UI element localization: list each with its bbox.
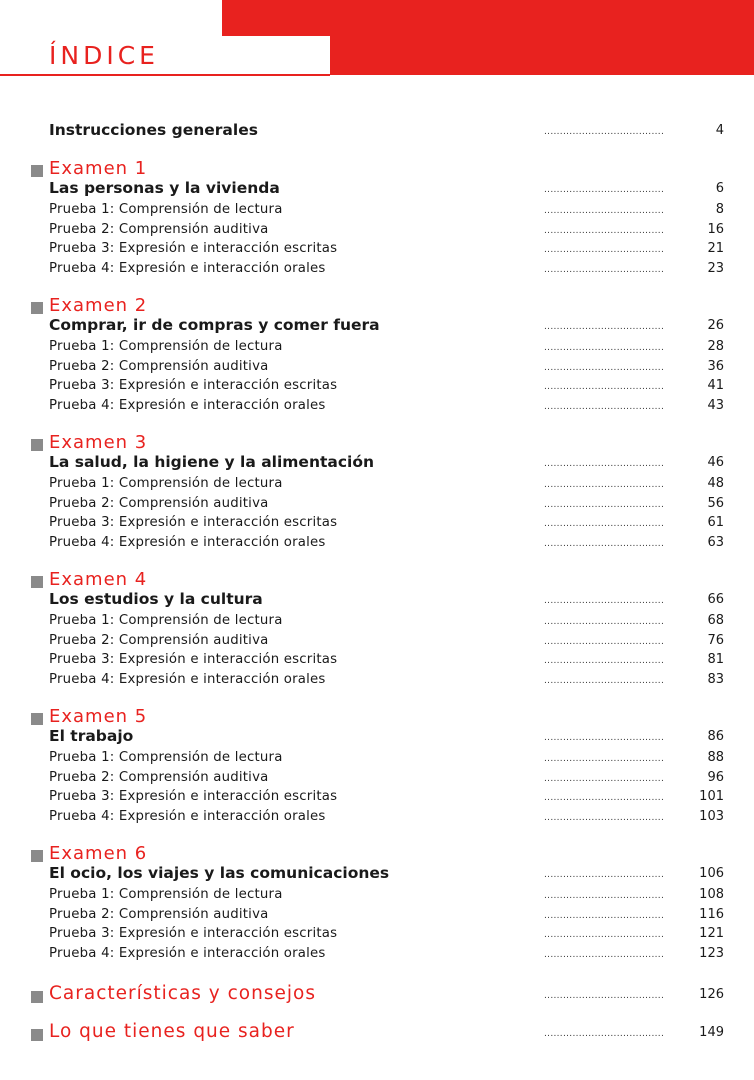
toc-entry-exam4-test2-label: Prueba 2: Comprensión auditiva (49, 632, 269, 648)
toc-entry-topic-4-page-number: 66 (707, 592, 724, 607)
dot-leader: ...................................... (544, 733, 665, 743)
toc-entry-instructions-page-number: 4 (715, 123, 724, 138)
toc-entry-topic-5-page-number: 86 (707, 729, 724, 744)
toc-entry-exam2-test4-label: Prueba 4: Expresión e interacción orales (49, 397, 326, 413)
section-1-page-number: 126 (699, 987, 724, 1002)
dot-leader: ...................................... (544, 245, 665, 256)
dot-leader: ...................................... (544, 596, 665, 606)
square-bullet-icon (31, 165, 43, 177)
toc-entry-exam6-test2-page-number: 116 (699, 906, 724, 922)
toc-entry-exam4-test2-page-number: 76 (707, 632, 724, 648)
toc-entry-exam3-test1-page-number: 48 (707, 476, 724, 491)
dot-leader: ...................................... (544, 949, 665, 960)
exam-heading-6-title: Examen 6 (49, 843, 148, 864)
dot-leader: ...................................... (544, 343, 665, 353)
toc-entry-exam2-test3-label: Prueba 3: Expresión e interacción escritas (49, 378, 338, 394)
dot-leader: ...................................... (544, 930, 665, 941)
toc-entry-topic-6-page-number: 106 (699, 866, 724, 881)
dot-leader: ...................................... (544, 891, 665, 901)
dot-leader: ...................................... (544, 480, 665, 490)
section-heading-1-title: Características y consejos (49, 983, 316, 1004)
dot-leader: ...................................... (544, 322, 665, 332)
toc-entry-topic-1-page-number: 6 (715, 181, 724, 196)
dot-leader: ...................................... (544, 812, 665, 823)
exam-heading-2-title: Examen 2 (49, 295, 148, 316)
toc-entry-topic-4-label: Los estudios y la cultura (49, 590, 263, 608)
dot-leader: ...................................... (544, 459, 665, 469)
toc-entry-exam5-test4-label: Prueba 4: Expresión e interacción orales (49, 808, 326, 824)
toc-entry-exam1-test1-label: Prueba 1: Comprensión de lectura (49, 202, 283, 217)
exam-heading-1-title: Examen 1 (49, 158, 148, 179)
toc-entry-exam3-test2-label: Prueba 2: Comprensión auditiva (49, 495, 269, 511)
toc-entry-exam1-test2-page-number: 16 (707, 221, 724, 237)
toc-entry-exam1-test3-label: Prueba 3: Expresión e interacción escritas (49, 241, 338, 257)
toc-entry-exam3-test4-label: Prueba 4: Expresión e interacción orales (49, 534, 326, 550)
toc-entry-exam6-test2-label: Prueba 2: Comprensión auditiva (49, 906, 269, 922)
square-bullet-icon (31, 302, 43, 314)
square-bullet-icon (31, 850, 43, 862)
toc-entry-exam1-test3-page-number: 21 (707, 241, 724, 257)
dot-leader: ...................................... (544, 991, 665, 1001)
toc-entry-exam2-test1-page-number: 28 (707, 339, 724, 354)
toc-entry-exam5-test1-label: Prueba 1: Comprensión de lectura (49, 750, 283, 765)
toc-entry-topic-1-label: Las personas y la vivienda (49, 179, 280, 197)
toc-entry-exam5-test3-page-number: 101 (699, 789, 724, 805)
toc-entry-exam6-test4-label: Prueba 4: Expresión e interacción orales (49, 945, 326, 961)
dot-leader: ...................................... (544, 1029, 665, 1039)
exam-heading-4-title: Examen 4 (49, 569, 148, 590)
toc-entry-exam1-test4-page-number: 23 (707, 260, 724, 276)
toc-entry-topic-3-page-number: 46 (707, 455, 724, 470)
dot-leader: ...................................... (544, 206, 665, 216)
dot-leader: ...................................... (544, 185, 665, 195)
toc-entry-exam4-test4-page-number: 83 (707, 671, 724, 687)
toc-entry-exam5-test3-label: Prueba 3: Expresión e interacción escritas (49, 789, 338, 805)
toc-entry-exam4-test1-label: Prueba 1: Comprensión de lectura (49, 613, 283, 628)
square-bullet-icon (31, 1029, 43, 1041)
toc-entry-exam3-test3-page-number: 61 (707, 515, 724, 531)
toc-entry-topic-6-label: El ocio, los viajes y las comunicaciones (49, 864, 390, 882)
toc-entry-exam4-test3-page-number: 81 (707, 652, 724, 668)
toc-entry-exam6-test1-page-number: 108 (699, 887, 724, 902)
dot-leader: ...................................... (544, 675, 665, 686)
dot-leader: ...................................... (544, 636, 665, 647)
dot-leader: ...................................... (544, 793, 665, 804)
exam-heading-5-title: Examen 5 (49, 706, 148, 727)
square-bullet-icon (31, 991, 43, 1003)
square-bullet-icon (31, 713, 43, 725)
toc-entry-exam1-test4-label: Prueba 4: Expresión e interacción orales (49, 260, 326, 276)
toc-entry-topic-3-label: La salud, la higiene y la alimentación (49, 453, 375, 471)
section-heading-2-title: Lo que tienes que saber (49, 1021, 295, 1042)
dot-leader: ...................................... (544, 538, 665, 549)
dot-leader: ...................................... (544, 656, 665, 667)
dot-leader: ...................................... (544, 264, 665, 275)
dot-leader: ...................................... (544, 617, 665, 627)
dot-leader: ...................................... (544, 519, 665, 530)
toc-entry-exam3-test1-label: Prueba 1: Comprensión de lectura (49, 476, 283, 491)
toc-entry-exam3-test4-page-number: 63 (707, 534, 724, 550)
dot-leader: ...................................... (544, 382, 665, 393)
toc-entry-exam2-test4-page-number: 43 (707, 397, 724, 413)
section-2-page-number: 149 (699, 1025, 724, 1040)
exam-heading-3-title: Examen 3 (49, 432, 148, 453)
toc-entry-exam2-test2-page-number: 36 (707, 358, 724, 374)
toc-entry-exam1-test1-page-number: 8 (715, 202, 724, 217)
dot-leader: ...................................... (544, 225, 665, 236)
toc-entry-exam6-test3-label: Prueba 3: Expresión e interacción escritas (49, 926, 338, 942)
toc-entry-exam5-test1-page-number: 88 (707, 750, 724, 765)
toc-entry-exam5-test4-page-number: 103 (699, 808, 724, 824)
toc-entry-exam5-test2-page-number: 96 (707, 769, 724, 785)
dot-leader: ...................................... (544, 499, 665, 510)
dot-leader: ...................................... (544, 401, 665, 412)
square-bullet-icon (31, 576, 43, 588)
toc-entry-exam2-test2-label: Prueba 2: Comprensión auditiva (49, 358, 269, 374)
dot-leader: ...................................... (544, 127, 665, 137)
toc-entry-topic-2-label: Comprar, ir de compras y comer fuera (49, 316, 380, 334)
toc-entry-exam2-test1-label: Prueba 1: Comprensión de lectura (49, 339, 283, 354)
dot-leader: ...................................... (544, 362, 665, 373)
toc-entry-exam3-test3-label: Prueba 3: Expresión e interacción escritas (49, 515, 338, 531)
dot-leader: ...................................... (544, 754, 665, 764)
dot-leader: ...................................... (544, 870, 665, 880)
page-title: ÍNDICE (49, 41, 159, 70)
toc-entry-exam1-test2-label: Prueba 2: Comprensión auditiva (49, 221, 269, 237)
toc-entry-exam6-test1-label: Prueba 1: Comprensión de lectura (49, 887, 283, 902)
toc-entry-exam4-test3-label: Prueba 3: Expresión e interacción escritas (49, 652, 338, 668)
toc-entry-exam6-test4-page-number: 123 (699, 945, 724, 961)
toc-entry-exam5-test2-label: Prueba 2: Comprensión auditiva (49, 769, 269, 785)
toc-entry-exam4-test1-page-number: 68 (707, 613, 724, 628)
toc-entry-exam2-test3-page-number: 41 (707, 378, 724, 394)
square-bullet-icon (31, 439, 43, 451)
toc-entry-topic-5-label: El trabajo (49, 727, 134, 745)
dot-leader: ...................................... (544, 910, 665, 921)
toc-entry-exam4-test4-label: Prueba 4: Expresión e interacción orales (49, 671, 326, 687)
dot-leader: ...................................... (544, 773, 665, 784)
toc-entry-instructions-label: Instrucciones generales (49, 121, 258, 139)
toc-entry-exam6-test3-page-number: 121 (699, 926, 724, 942)
toc-entry-topic-2-page-number: 26 (707, 318, 724, 333)
toc-entry-exam3-test2-page-number: 56 (707, 495, 724, 511)
